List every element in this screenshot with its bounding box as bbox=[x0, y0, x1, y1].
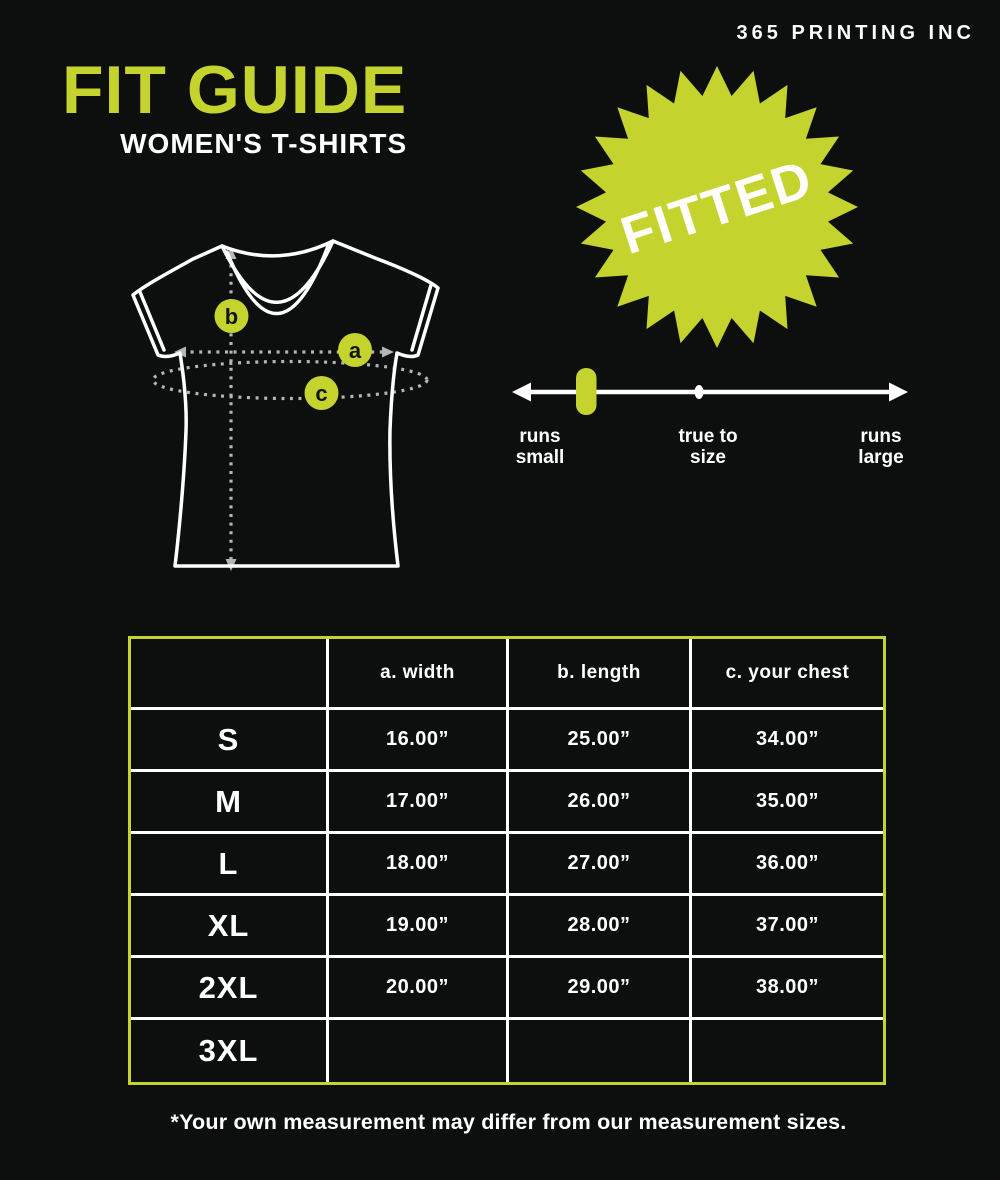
scale-label-true-to-size bbox=[678, 426, 737, 468]
measure-point-markers bbox=[215, 299, 373, 410]
length-cell bbox=[509, 1020, 692, 1082]
scale-label-runs-large bbox=[858, 426, 903, 468]
scale-labels bbox=[505, 426, 915, 476]
header-chest: c. your chest bbox=[692, 639, 883, 710]
chest-cell: 37.00” bbox=[692, 896, 883, 958]
table-row bbox=[131, 958, 883, 1020]
chest-cell: 38.00” bbox=[692, 958, 883, 1020]
measurement-disclaimer: *Your own measurement may differ from our measurement sizes. bbox=[170, 1110, 847, 1134]
size-cell: S bbox=[131, 710, 329, 772]
scale-label-line: runs bbox=[519, 426, 561, 447]
size-cell: M bbox=[131, 772, 329, 834]
page-subtitle: WOMEN'S T-SHIRTS bbox=[120, 128, 408, 160]
header-length: b. length bbox=[509, 639, 692, 710]
size-chart-table bbox=[128, 636, 886, 1085]
chest-dotted-ellipse bbox=[153, 362, 427, 399]
measurement-guides bbox=[153, 256, 427, 562]
header-width: a. width bbox=[329, 639, 509, 710]
scale-midpoint-dot bbox=[695, 385, 704, 399]
header-blank bbox=[131, 639, 329, 710]
scale-label-runs-small bbox=[516, 426, 565, 468]
brand-name: 365 PRINTING INC bbox=[736, 22, 975, 44]
size-chart bbox=[128, 636, 886, 1085]
scale-label-line: large bbox=[858, 447, 904, 468]
tshirt-body-path bbox=[133, 241, 438, 566]
table-row bbox=[131, 772, 883, 834]
length-cell: 28.00” bbox=[509, 896, 692, 958]
width-cell: 20.00” bbox=[329, 958, 509, 1020]
width-cell: 17.00” bbox=[329, 772, 509, 834]
fitted-badge-label: FITTED bbox=[614, 148, 821, 267]
scale-label-line: runs bbox=[860, 426, 902, 447]
size-cell: L bbox=[131, 834, 329, 896]
length-cell: 29.00” bbox=[509, 958, 692, 1020]
fit-scale bbox=[505, 360, 915, 478]
arrow-right-icon bbox=[382, 347, 394, 358]
tshirt-outline bbox=[133, 241, 438, 566]
chest-cell: 34.00” bbox=[692, 710, 883, 772]
tshirt-measurement-diagram bbox=[118, 226, 473, 586]
table-row bbox=[131, 834, 883, 896]
table-row bbox=[131, 1020, 883, 1082]
marker-a-letter: a bbox=[348, 338, 362, 363]
header-row bbox=[131, 639, 883, 710]
width-cell: 16.00” bbox=[329, 710, 509, 772]
length-cell: 25.00” bbox=[509, 710, 692, 772]
scale-arrow-left-icon bbox=[512, 383, 531, 402]
scale-label-line: true to bbox=[678, 426, 738, 447]
table-row bbox=[131, 710, 883, 772]
marker-b-letter: b bbox=[224, 304, 239, 329]
chest-cell: 36.00” bbox=[692, 834, 883, 896]
size-cell: 2XL bbox=[131, 958, 329, 1020]
width-cell: 19.00” bbox=[329, 896, 509, 958]
scale-arrow-right-icon bbox=[889, 383, 908, 402]
width-cell bbox=[329, 1020, 509, 1082]
table-row bbox=[131, 896, 883, 958]
fitted-badge bbox=[572, 62, 862, 352]
marker-c-letter: c bbox=[315, 381, 328, 406]
scale-label-line: small bbox=[515, 447, 565, 468]
width-cell: 18.00” bbox=[329, 834, 509, 896]
page-title: FIT GUIDE bbox=[62, 52, 408, 128]
scale-label-line: size bbox=[690, 447, 726, 468]
length-cell: 26.00” bbox=[509, 772, 692, 834]
fit-position-marker bbox=[576, 368, 597, 415]
fit-scale-arrow bbox=[505, 360, 915, 420]
size-cell: XL bbox=[131, 896, 329, 958]
title-block bbox=[62, 52, 408, 160]
chest-cell: 35.00” bbox=[692, 772, 883, 834]
chest-cell bbox=[692, 1020, 883, 1082]
length-cell: 27.00” bbox=[509, 834, 692, 896]
measurement-arrowheads bbox=[174, 247, 394, 571]
size-cell: 3XL bbox=[131, 1020, 329, 1082]
